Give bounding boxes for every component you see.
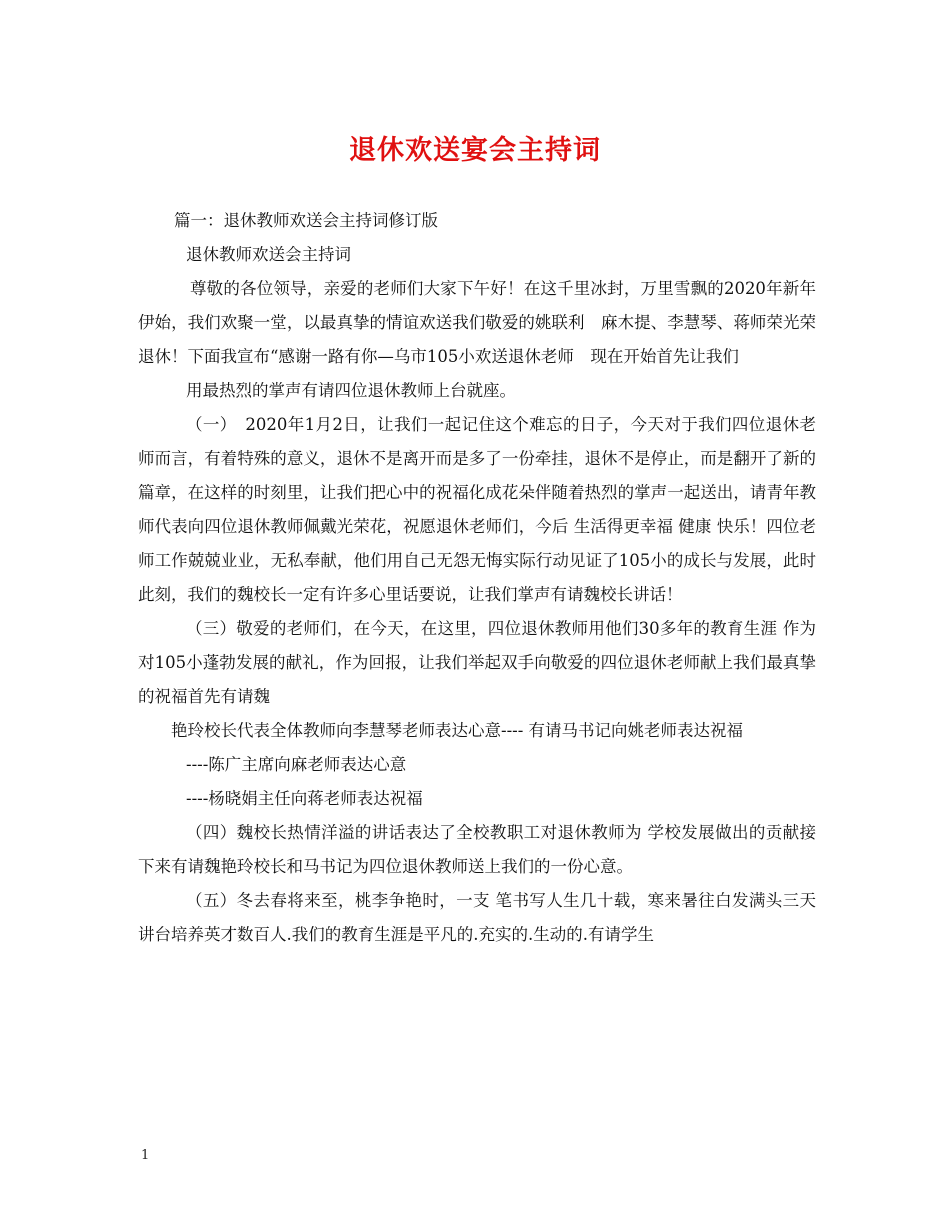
paragraph-opening: 尊敬的各位领导，亲爱的老师们大家下午好！在这千里冰封，万里雪飘的2020年新年伊始，我们欢聚一堂，以最真挚的情谊欢送我们敬爱的姚联利 麻木提、李慧琴、蒋师荣光荣退休！下面我宣布“感谢一路有你—乌市105小欢送退休老师 现在开始首先让我们 bbox=[138, 279, 816, 366]
paragraph-part-three: （三）敬爱的老师们，在今天，在这里，四位退休教师用他们30多年的教育生涯 作为对105小蓬勃发展的献礼，作为回报，让我们举起双手向敬爱的四位退休老师献上我们最真挚的祝福首先有请魏 bbox=[138, 619, 816, 706]
paragraph-part-one: （一） 2020年1月2日，让我们一起记住这个难忘的日子，今天对于我们四位退休老师而言，有着特殊的意义，退休不是离开而是多了一份牵挂，退休不是停止，而是翻开了新的篇章，在这样的时刻里，让我们把心中的祝福化成花朵伴随着热烈的掌声一起送出，请青年教师代表向四位退休教师佩戴光荣花，祝愿退休老师们，今后 生活得更幸福 健康 快乐！四位老师工作兢兢业业，无私奉献，他们用自己无怨无悔实际行动见证了105小的成长与发展，此时此刻，我们的魏校长一定有许多心里话要说，让我们掌声有请魏校长讲话！ bbox=[138, 415, 816, 604]
document-title: 退休欢送宴会主持词 bbox=[349, 135, 601, 166]
section-heading: 篇一：退休教师欢送会主持词修订版 bbox=[174, 211, 438, 230]
subtitle: 退休教师欢送会主持词 bbox=[186, 245, 351, 264]
paragraph-chen: ----陈广主席向麻老师表达心意 bbox=[186, 755, 407, 774]
page-number: 1 bbox=[141, 1148, 150, 1163]
paragraph-blessing: 艳玲校长代表全体教师向李慧琴老师表达心意---- 有请马书记向姚老师表达祝福 bbox=[171, 721, 744, 740]
paragraph-part-five: （五）冬去春将来至，桃李争艳时，一支 笔书写人生几十载，寒来暑往白发满头三天讲台培养英才数百人.我们的教育生涯是平凡的.充实的.生动的.有请学生 bbox=[138, 891, 816, 944]
paragraph-part-four: （四）魏校长热情洋溢的讲话表达了全校教职工对退休教师为 学校发展做出的贡献接下来有请魏艳玲校长和马书记为四位退休教师送上我们的一份心意。 bbox=[138, 823, 816, 876]
paragraph-applause: 用最热烈的掌声有请四位退休教师上台就座。 bbox=[186, 381, 516, 400]
paragraph-yang: ----杨晓娟主任向蒋老师表达祝福 bbox=[186, 789, 423, 808]
document-body bbox=[138, 204, 816, 952]
